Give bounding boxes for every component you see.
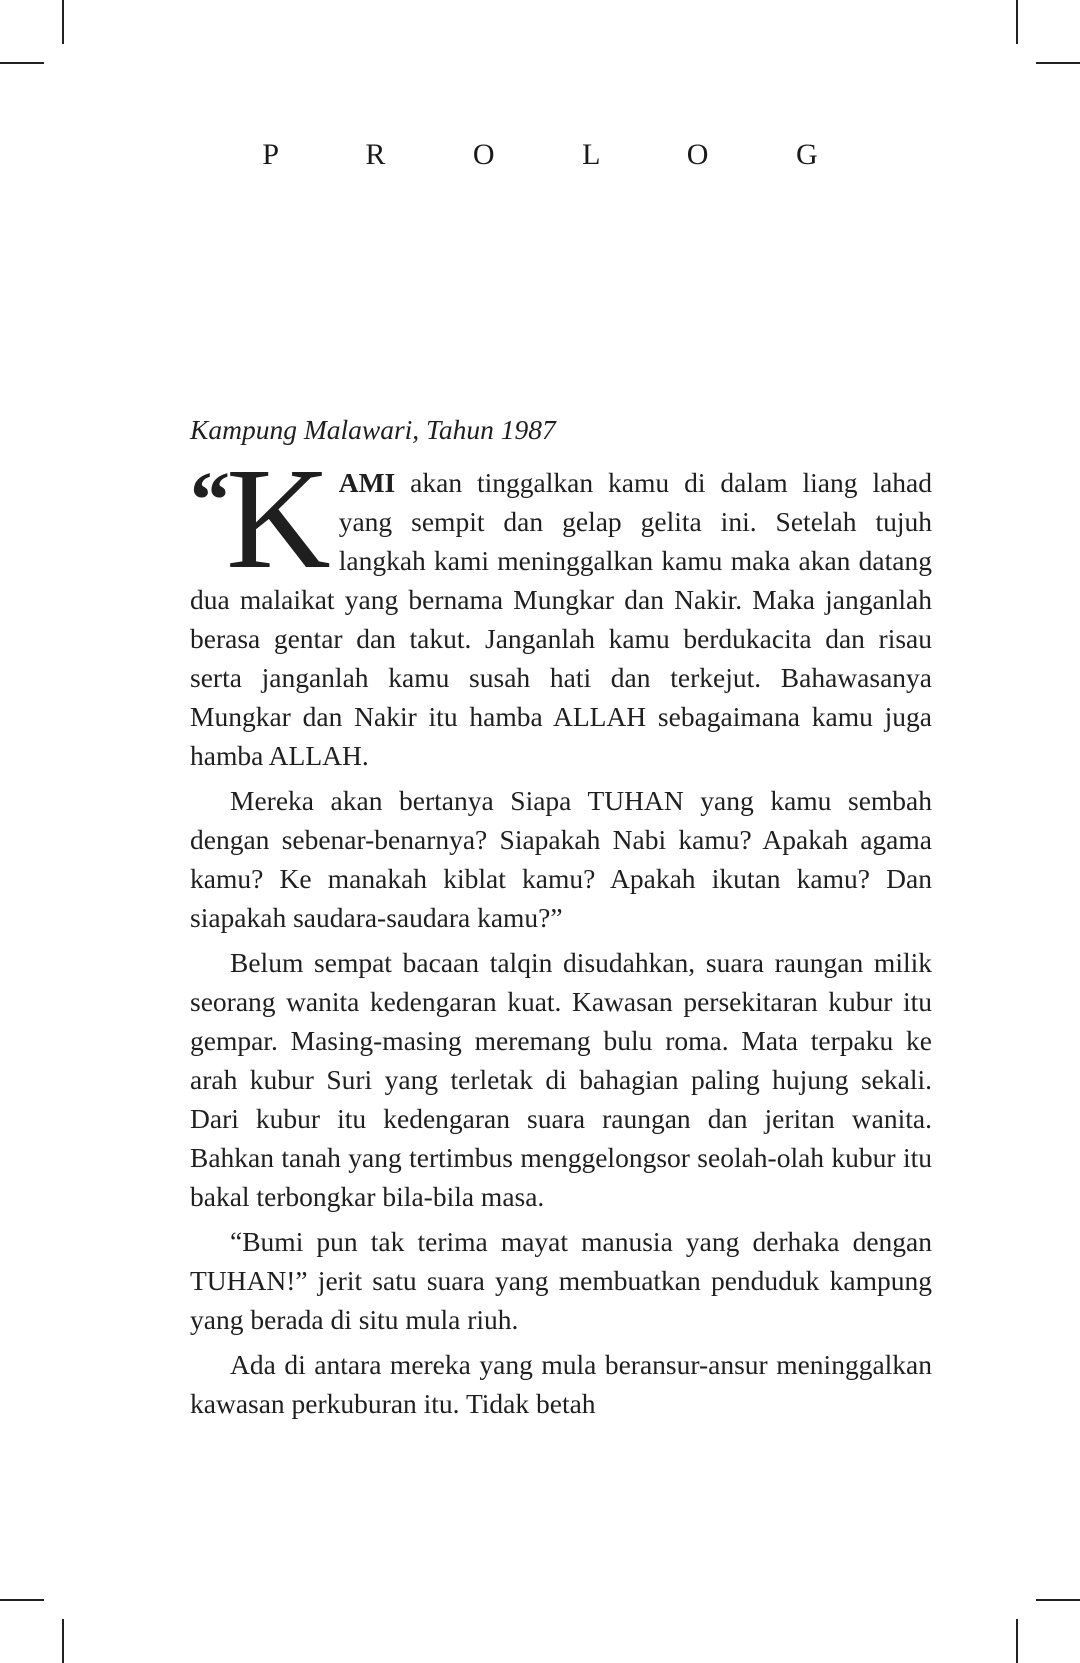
crop-mark-bottom-left-horizontal: [0, 1599, 44, 1601]
crop-mark-top-right-vertical: [1016, 0, 1018, 44]
crop-mark-top-left-vertical: [62, 0, 64, 44]
chapter-title: P R O L O G: [262, 138, 858, 171]
body-text: [190, 410, 932, 1429]
drop-cap-group: [190, 439, 331, 599]
paragraph: Ada di antara mereka yang mula beransur-ansur meninggalkan kawasan perkuburan itu. Tidak betah: [190, 1349, 932, 1419]
crop-mark-top-right-horizontal: [1036, 62, 1080, 64]
paragraph: Mereka akan bertanya Siapa TUHAN yang kamu sembah dengan sebenar-benarnya? Siapakah Nabi kamu? Apakah agama kamu? Ke manakah kiblat kamu? Apakah ikutan kamu? Dan siapakah saudara-saudara kamu?”: [190, 785, 932, 933]
lead-word: AMI: [338, 467, 396, 498]
place-date: Kampung Malawari, Tahun 1987: [190, 414, 556, 445]
opening-quote-mark: “: [190, 457, 226, 545]
paragraph: Belum sempat bacaan talqin disudahkan, suara raungan milik seorang wanita kedengaran kuat. Kawasan persekitaran kubur itu gempar. Masing-masing meremang bulu roma. Mata terpaku ke arah kubur Suri yang terletak di bahagian paling hujung sekali. Dari kubur itu kedengaran suara raungan dan jeritan wanita. Bahkan tanah yang tertimbus menggelongsor seolah-olah kubur itu bakal terbongkar bila-bila masa.: [190, 947, 932, 1212]
crop-mark-top-left-horizontal: [0, 62, 44, 64]
crop-mark-bottom-left-vertical: [62, 1619, 64, 1663]
paragraph: “Bumi pun tak terima mayat manusia yang derhaka dengan TUHAN!” jerit satu suara yang membuatkan penduduk kampung yang berada di situ mula riuh.: [190, 1226, 932, 1335]
drop-cap-letter: K: [226, 439, 331, 599]
crop-mark-bottom-right-vertical: [1016, 1619, 1018, 1663]
crop-mark-bottom-right-horizontal: [1036, 1599, 1080, 1601]
opening-text: akan tinggalkan kamu di dalam liang lahad yang sempit dan gelap gelita ini. Setelah tujuh langkah kami meninggalkan kamu maka akan datang dua malaikat yang bernama Mungkar dan Nakir. Maka janganlah berasa gentar dan takut. Janganlah kamu berdukacita dan risau serta janganlah kamu susah hati dan terkejut. Bahawasanya Mungkar dan Nakir itu hamba ALLAH sebagaimana kamu juga hamba ALLAH.: [190, 467, 932, 771]
opening-paragraph: [190, 439, 932, 775]
